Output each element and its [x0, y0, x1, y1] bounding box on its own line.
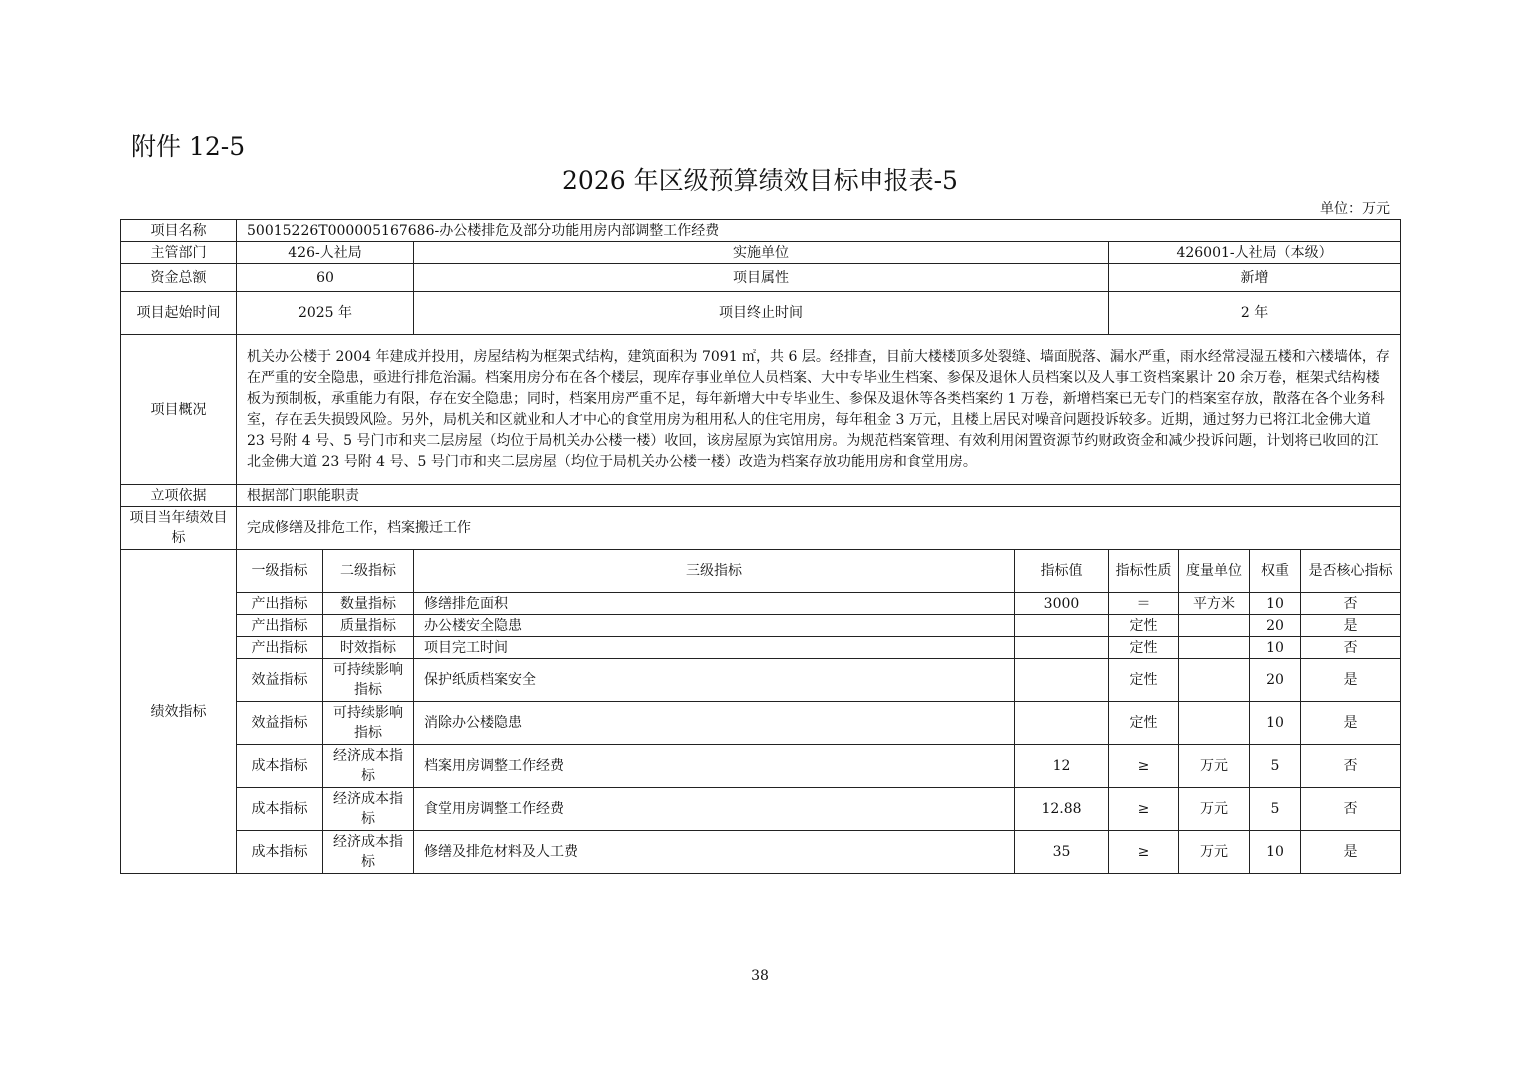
project-attribute-label: 项目属性	[414, 264, 1109, 292]
target-value-cell	[1015, 659, 1109, 702]
level1-cell: 产出指标	[237, 593, 323, 615]
unit-cell	[1179, 702, 1250, 745]
level3-cell: 食堂用房调整工作经费	[414, 788, 1015, 831]
level1-cell: 产出指标	[237, 615, 323, 637]
core-cell: 否	[1301, 637, 1401, 659]
indicator-header-row	[121, 550, 1401, 593]
nature-cell: ≥	[1109, 788, 1179, 831]
header-weight: 权重	[1250, 550, 1301, 593]
page-title: 2026 年区级预算绩效目标申报表-5	[562, 166, 958, 195]
row-annual-goal	[121, 507, 1401, 550]
core-cell: 否	[1301, 745, 1401, 788]
overview-text: 机关办公楼于 2004 年建成并投用，房屋结构为框架式结构，建筑面积为 7091 ㎡，共 6 层。经排查，目前大楼楼顶多处裂缝、墙面脱落、漏水严重，雨水经常浸湿五楼和六楼墙体，存在严重的安全隐患，亟进行排危治漏。档案用房分布在各个楼层，现库存事业单位人员档案、大中专毕业生档案、参保及退休人员档案以及人事工资档案累计 20 余万卷，框架式结构楼板为预制板，承重能力有限，存在安全隐患；同时，档案用房严重不足，每年新增大中专毕业生、参保及退休等各类档案约 1 万卷，新增档案已无专门的档案室存放，散落在各个业务科室，存在丢失损毁风险。另外，局机关和区就业和人才中心的食堂用房为租用私人的住宅用房，每年租金 3 万元，且楼上居民对噪音问题投诉较多。近期，通过努力已将江北金佛大道 23 号附 4 号、5 号门市和夹二层房屋（均位于局机关办公楼一楼）收回，该房屋原为宾馆用房。为规范档案管理、有效利用闲置资源节约财政资金和减少投诉问题，计划将已收回的江北金佛大道 23 号附 4 号、5 号门市和夹二层房屋（均位于局机关办公楼一楼）改造为档案存放功能用房和食堂用房。	[237, 335, 1401, 485]
row-department	[121, 242, 1401, 264]
attachment-label: 附件 12-5	[131, 132, 246, 161]
row-overview	[121, 335, 1401, 485]
start-time-value: 2025 年	[237, 292, 414, 335]
core-cell: 是	[1301, 702, 1401, 745]
header-target-value: 指标值	[1015, 550, 1109, 593]
department-value: 426-人社局	[237, 242, 414, 264]
weight-cell: 20	[1250, 615, 1301, 637]
basis-value: 根据部门职能职责	[237, 485, 1401, 507]
start-time-label: 项目起始时间	[121, 292, 237, 335]
row-project-name	[121, 220, 1401, 242]
nature-cell: 定性	[1109, 659, 1179, 702]
indicator-row	[121, 831, 1401, 874]
nature-cell: ≥	[1109, 831, 1179, 874]
weight-cell: 5	[1250, 745, 1301, 788]
level1-cell: 成本指标	[237, 788, 323, 831]
header-nature: 指标性质	[1109, 550, 1179, 593]
annual-goal-label: 项目当年绩效目标	[121, 507, 237, 550]
level2-cell: 质量指标	[323, 615, 414, 637]
indicator-row	[121, 593, 1401, 615]
target-value-cell: 35	[1015, 831, 1109, 874]
level2-cell: 数量指标	[323, 593, 414, 615]
target-value-cell: 12	[1015, 745, 1109, 788]
indicator-row	[121, 637, 1401, 659]
indicator-row	[121, 745, 1401, 788]
row-funds	[121, 264, 1401, 292]
level2-cell: 时效指标	[323, 637, 414, 659]
header-level1: 一级指标	[237, 550, 323, 593]
level2-cell: 经济成本指标	[323, 788, 414, 831]
page-number: 38	[751, 968, 769, 984]
nature-cell: 定性	[1109, 615, 1179, 637]
indicator-row	[121, 788, 1401, 831]
level3-cell: 消除办公楼隐患	[414, 702, 1015, 745]
core-cell: 是	[1301, 831, 1401, 874]
unit-cell	[1179, 615, 1250, 637]
unit-cell	[1179, 637, 1250, 659]
basis-label: 立项依据	[121, 485, 237, 507]
weight-cell: 10	[1250, 702, 1301, 745]
unit-cell	[1179, 659, 1250, 702]
header-core: 是否核心指标	[1301, 550, 1401, 593]
level1-cell: 产出指标	[237, 637, 323, 659]
indicator-row	[121, 702, 1401, 745]
target-value-cell	[1015, 702, 1109, 745]
implementing-unit-label: 实施单位	[414, 242, 1109, 264]
level3-cell: 办公楼安全隐患	[414, 615, 1015, 637]
row-period	[121, 292, 1401, 335]
nature-cell: ≥	[1109, 745, 1179, 788]
core-cell: 是	[1301, 659, 1401, 702]
indicator-row	[121, 659, 1401, 702]
level2-cell: 经济成本指标	[323, 745, 414, 788]
project-name-label: 项目名称	[121, 220, 237, 242]
level2-cell: 经济成本指标	[323, 831, 414, 874]
header-unit: 度量单位	[1179, 550, 1250, 593]
header-level3: 三级指标	[414, 550, 1015, 593]
weight-cell: 10	[1250, 593, 1301, 615]
level3-cell: 保护纸质档案安全	[414, 659, 1015, 702]
level2-cell: 可持续影响指标	[323, 702, 414, 745]
target-value-cell: 3000	[1015, 593, 1109, 615]
level1-cell: 成本指标	[237, 745, 323, 788]
budget-performance-table	[120, 219, 1401, 874]
level1-cell: 效益指标	[237, 702, 323, 745]
unit-cell: 平方米	[1179, 593, 1250, 615]
department-label: 主管部门	[121, 242, 237, 264]
project-attribute-value: 新增	[1109, 264, 1401, 292]
weight-cell: 20	[1250, 659, 1301, 702]
weight-cell: 5	[1250, 788, 1301, 831]
level1-cell: 效益指标	[237, 659, 323, 702]
implementing-unit-value: 426001-人社局（本级）	[1109, 242, 1401, 264]
funds-value: 60	[237, 264, 414, 292]
indicator-row	[121, 615, 1401, 637]
target-value-cell: 12.88	[1015, 788, 1109, 831]
level1-cell: 成本指标	[237, 831, 323, 874]
indicators-section-label: 绩效指标	[121, 550, 237, 874]
level2-cell: 可持续影响指标	[323, 659, 414, 702]
weight-cell: 10	[1250, 637, 1301, 659]
level3-cell: 档案用房调整工作经费	[414, 745, 1015, 788]
overview-label: 项目概况	[121, 335, 237, 485]
unit-cell: 万元	[1179, 745, 1250, 788]
core-cell: 是	[1301, 615, 1401, 637]
row-basis	[121, 485, 1401, 507]
unit-cell: 万元	[1179, 788, 1250, 831]
target-value-cell	[1015, 637, 1109, 659]
core-cell: 否	[1301, 788, 1401, 831]
nature-cell: ＝	[1109, 593, 1179, 615]
annual-goal-value: 完成修缮及排危工作，档案搬迁工作	[237, 507, 1401, 550]
end-time-value: 2 年	[1109, 292, 1401, 335]
target-value-cell	[1015, 615, 1109, 637]
core-cell: 否	[1301, 593, 1401, 615]
unit-cell: 万元	[1179, 831, 1250, 874]
funds-label: 资金总额	[121, 264, 237, 292]
nature-cell: 定性	[1109, 637, 1179, 659]
level3-cell: 修缮排危面积	[414, 593, 1015, 615]
weight-cell: 10	[1250, 831, 1301, 874]
header-level2: 二级指标	[323, 550, 414, 593]
nature-cell: 定性	[1109, 702, 1179, 745]
level3-cell: 项目完工时间	[414, 637, 1015, 659]
end-time-label: 项目终止时间	[414, 292, 1109, 335]
level3-cell: 修缮及排危材料及人工费	[414, 831, 1015, 874]
project-name-value: 50015226T000005167686-办公楼排危及部分功能用房内部调整工作经费	[237, 220, 1401, 242]
unit-label: 单位：万元	[1320, 201, 1390, 217]
